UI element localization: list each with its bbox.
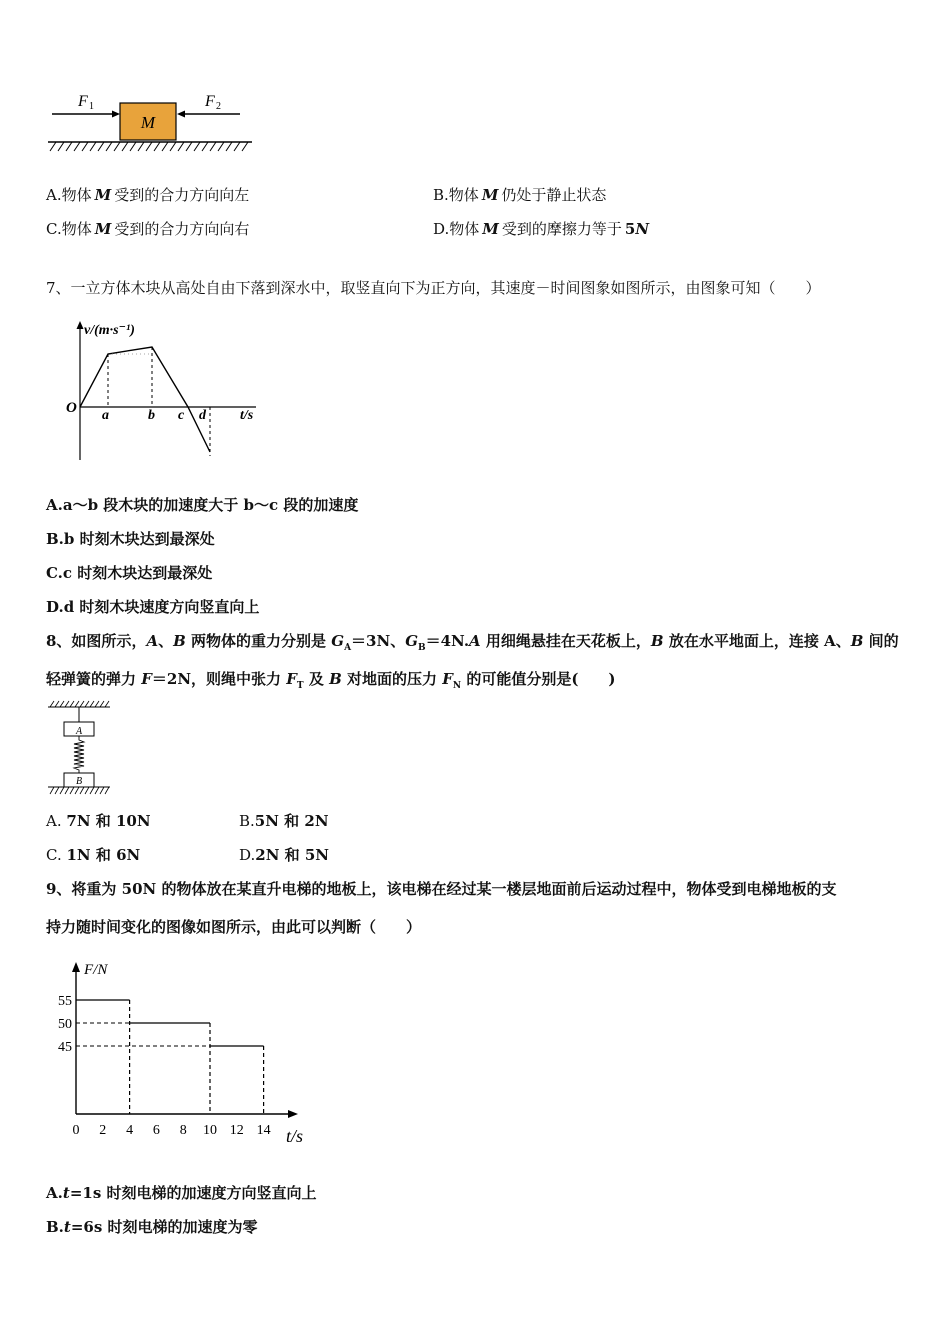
vt-y-label: v/(m·s⁻¹) <box>84 323 135 338</box>
q7-option-c[interactable]: C.c 时刻木块达到最深处 <box>46 564 213 582</box>
mass-label: M <box>140 113 156 132</box>
svg-text:b: b <box>148 408 155 423</box>
q8-option-b[interactable]: B.5N 和 2N <box>239 812 329 830</box>
ft-y-label: F/N <box>84 962 108 978</box>
f2-label: F <box>205 93 215 110</box>
q9-stem-line2: 持力随时间变化的图像如图所示，由此可以判断（ ） <box>46 918 422 936</box>
vt-x-label: t/s <box>240 408 254 423</box>
ft-chart <box>40 952 330 1144</box>
svg-text:1: 1 <box>89 101 94 112</box>
q7-option-a[interactable]: A.a～b 段木块的加速度大于 b～c 段的加速度 <box>46 496 359 514</box>
svg-text:a: a <box>102 408 109 423</box>
ft-x-tick: 6 <box>152 1123 160 1138</box>
q6-option-c[interactable]: C.物体 M 受到的合力方向向右 <box>46 220 250 238</box>
spring-diagram <box>44 700 114 796</box>
q6-option-d[interactable]: D.物体 M 受到的摩擦力等于 5N <box>433 220 650 238</box>
ft-y-tick: 45 <box>58 1040 72 1055</box>
svg-text:A: A <box>75 726 83 737</box>
ft-y-tick: 55 <box>58 994 72 1009</box>
force-diagram <box>40 92 260 154</box>
ft-x-tick: 12 <box>229 1123 244 1138</box>
svg-text:2: 2 <box>216 101 221 112</box>
q8-option-a[interactable]: A. 7N 和 10N <box>46 812 151 830</box>
vt-graph <box>58 318 268 466</box>
q7-option-b[interactable]: B.b 时刻木块达到最深处 <box>46 530 215 548</box>
q8-option-d[interactable]: D.2N 和 5N <box>239 846 330 864</box>
vt-origin: O <box>66 400 77 416</box>
q6-option-a[interactable]: A.物体 M 受到的合力方向向左 <box>46 186 250 204</box>
ft-x-tick: 4 <box>126 1123 134 1138</box>
ft-x-tick: 8 <box>179 1123 187 1138</box>
q9-stem-line1: 9、将重为 50N 的物体放在某直升电梯的地板上，该电梯在经过某一楼层地面前后运动过程中，物体受到电梯地板的支 <box>46 880 837 898</box>
svg-text:d: d <box>199 408 206 423</box>
q9-option-a[interactable]: A.t=1s 时刻电梯的加速度方向竖直向上 <box>46 1184 317 1202</box>
ft-x-tick: 10 <box>203 1123 217 1138</box>
svg-text:c: c <box>178 408 185 423</box>
ft-x-tick: 2 <box>99 1123 107 1138</box>
svg-text:B: B <box>75 776 83 787</box>
ft-x-tick: 0 <box>72 1123 80 1138</box>
q8-stem-line1: 8、如图所示，A、B 两物体的重力分别是 $G_A=3N$、$G_B=4N.A$ 用细绳悬挂在天花板上，B 放在水平地面上，连接 A、B 间的 <box>46 632 899 653</box>
q8-option-c[interactable]: C. 1N 和 6N <box>46 846 141 864</box>
q8-stem-line2: 轻弹簧的弹力 F＝2N，则绳中张力 $F_T$ 及 B 对地面的压力 $F_N$ 的可能值分别是( ) <box>46 670 616 691</box>
q7-stem: 7、一立方体木块从高处自由下落到深水中，取竖直向下为正方向，其速度－时间图象如图所示，由图象可知（ ） <box>46 279 821 297</box>
f1-label: F <box>78 93 88 110</box>
ft-y-tick: 50 <box>58 1017 72 1032</box>
ft-x-tick: 14 <box>256 1123 271 1138</box>
q6-option-b[interactable]: B.物体 M 仍处于静止状态 <box>433 186 607 204</box>
ft-x-label: t/s <box>286 1126 304 1144</box>
q9-option-b[interactable]: B.t=6s 时刻电梯的加速度为零 <box>46 1218 258 1236</box>
q7-option-d[interactable]: D.d 时刻木块速度方向竖直向上 <box>46 598 260 616</box>
